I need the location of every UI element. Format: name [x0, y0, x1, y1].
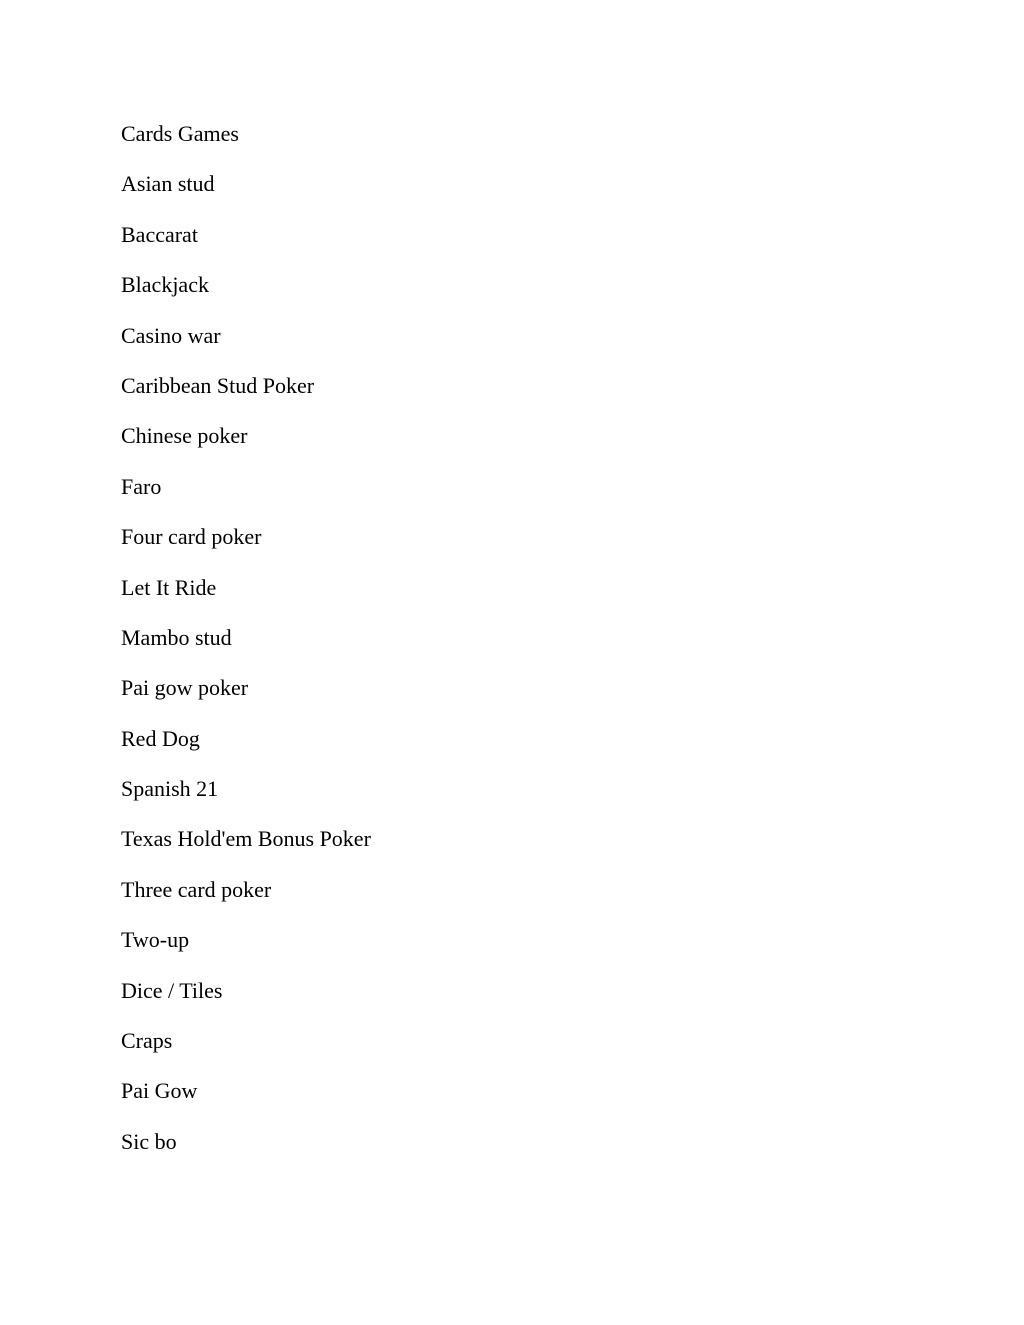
list-item: Craps — [121, 1028, 173, 1054]
list-item: Sic bo — [121, 1128, 177, 1154]
list-item: Spanish 21 — [121, 776, 219, 802]
list-item: Three card poker — [121, 876, 272, 902]
game-list — [121, 120, 371, 1178]
list-item: Casino war — [121, 322, 221, 348]
list-item: Baccarat — [121, 221, 198, 247]
list-item: Red Dog — [121, 725, 200, 751]
section-heading-dice-tiles: Dice / Tiles — [121, 977, 223, 1003]
list-item: Pai gow poker — [121, 675, 249, 701]
list-item: Blackjack — [121, 272, 209, 298]
list-item: Two-up — [121, 927, 190, 953]
list-item: Texas Hold'em Bonus Poker — [121, 826, 371, 852]
list-item: Caribbean Stud Poker — [121, 372, 315, 398]
list-item: Pai Gow — [121, 1078, 198, 1104]
list-item: Four card poker — [121, 524, 262, 550]
list-item: Let It Ride — [121, 574, 217, 600]
list-item: Mambo stud — [121, 624, 232, 650]
section-heading-card-games: Cards Games — [121, 121, 239, 146]
list-item: Chinese poker — [121, 423, 248, 449]
list-item: Asian stud — [121, 171, 215, 197]
list-item: Faro — [121, 473, 162, 499]
